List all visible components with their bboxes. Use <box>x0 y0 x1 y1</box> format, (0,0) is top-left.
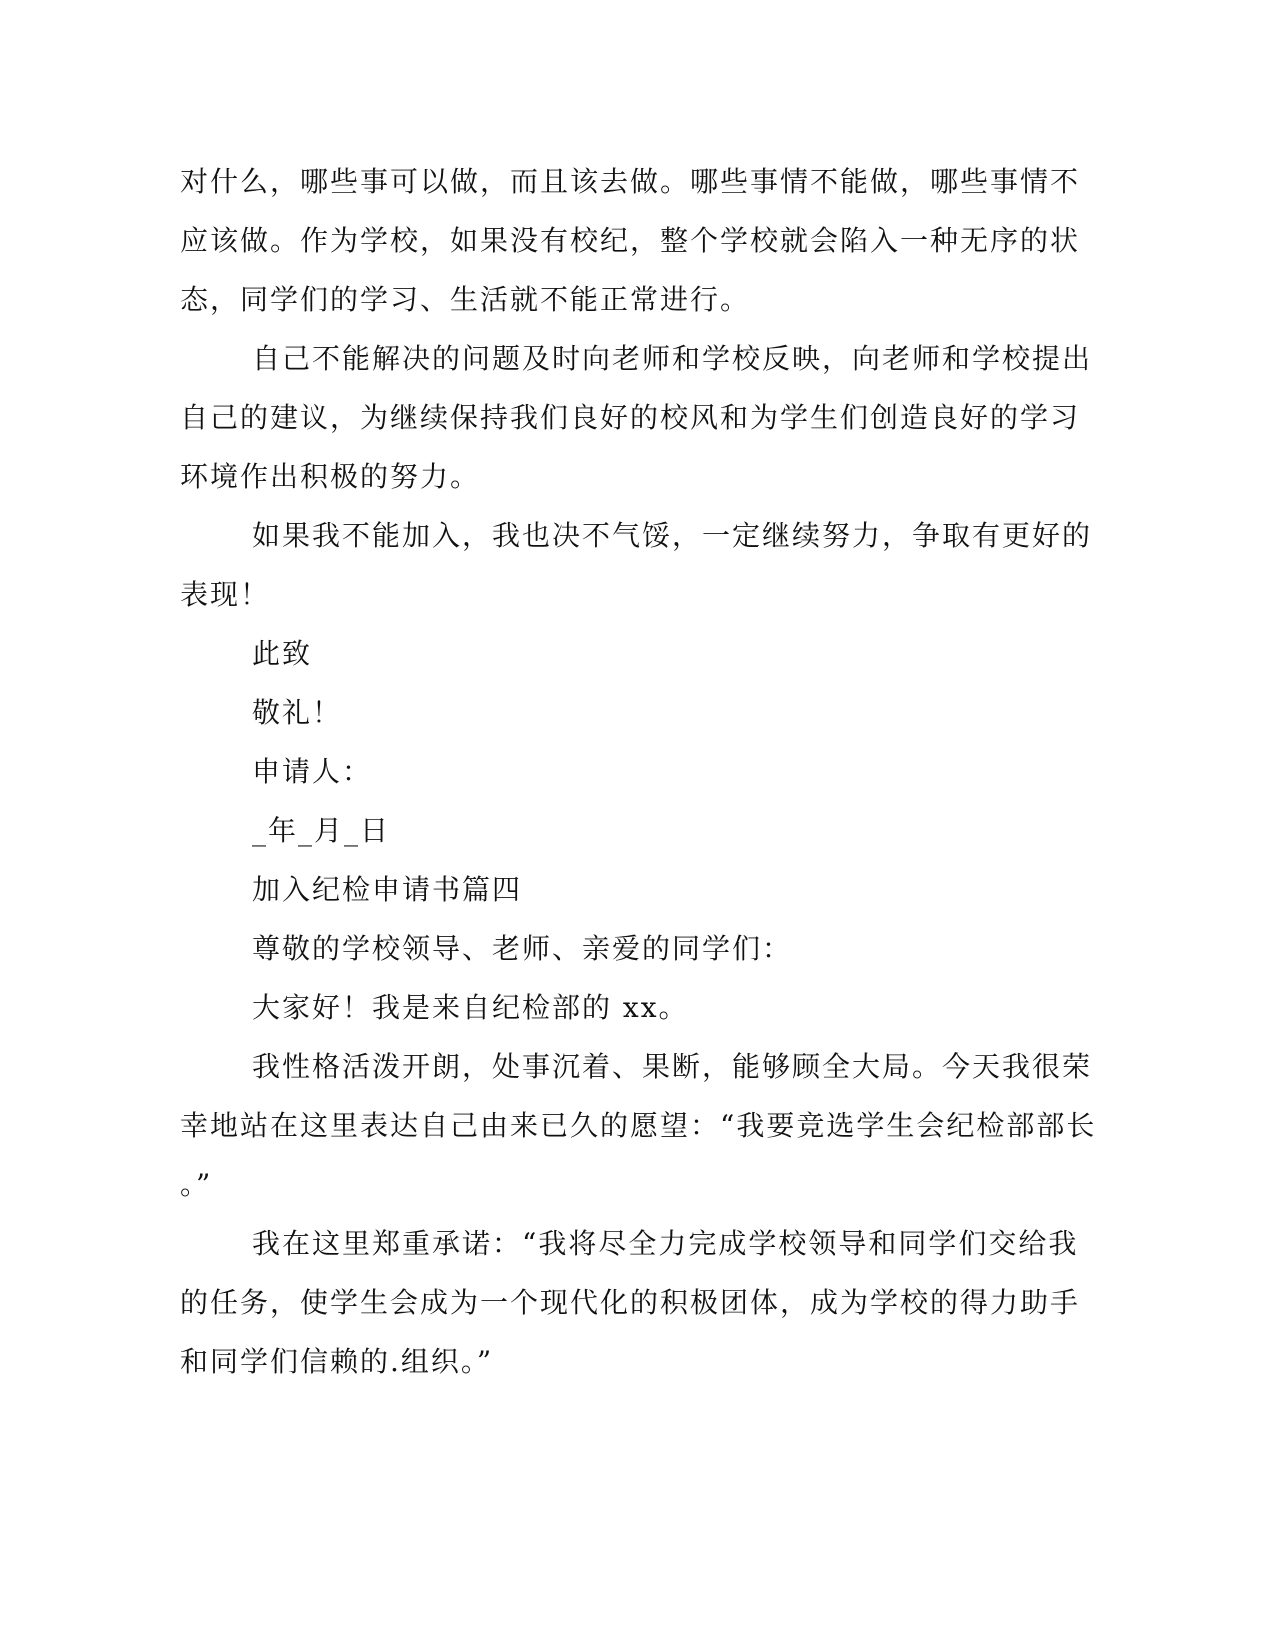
text-line: 我性格活泼开朗，处事沉着、果断，能够顾全大局。今天我很荣 <box>252 1050 1093 1083</box>
closing-salutation: 此致 <box>252 637 313 670</box>
text-line: 应该做。作为学校，如果没有校纪，整个学校就会陷入一种无序的状 <box>180 224 1081 257</box>
text-line: 态，同学们的学习、生活就不能正常进行。 <box>180 283 751 316</box>
text-line: 环境作出积极的努力。 <box>180 460 481 493</box>
document-body <box>180 152 1097 1391</box>
applicant-label: 申请人： <box>252 755 373 788</box>
text-line: 对什么，哪些事可以做，而且该去做。哪些事情不能做，哪些事情不 <box>180 165 1081 198</box>
greeting-line: 尊敬的学校领导、老师、亲爱的同学们： <box>252 932 793 965</box>
text-line: 和同学们信赖的.组织。” <box>180 1345 494 1378</box>
text-line: 的任务，使学生会成为一个现代化的积极团体，成为学校的得力助手 <box>180 1286 1081 1319</box>
text-line: 如果我不能加入，我也决不气馁，一定继续努力，争取有更好的 <box>252 519 1093 552</box>
text-line: 表现！ <box>180 578 271 611</box>
closing-regards: 敬礼！ <box>252 696 343 729</box>
text-line: 大家好！我是来自纪检部的 xx。 <box>252 991 689 1024</box>
text-line: 自己不能解决的问题及时向老师和学校反映，向老师和学校提出 <box>252 342 1093 375</box>
text-line: 自己的建议，为继续保持我们良好的校风和为学生们创造良好的学习 <box>180 401 1081 434</box>
text-line: 。” <box>180 1168 213 1201</box>
date-placeholder: _年_月_日 <box>252 814 391 847</box>
text-line: 我在这里郑重承诺：“我将尽全力完成学校领导和同学们交给我 <box>252 1227 1079 1260</box>
text-line: 幸地站在这里表达自己由来已久的愿望：“我要竞选学生会纪检部部长 <box>180 1109 1097 1142</box>
section-heading: 加入纪检申请书篇四 <box>252 873 523 906</box>
